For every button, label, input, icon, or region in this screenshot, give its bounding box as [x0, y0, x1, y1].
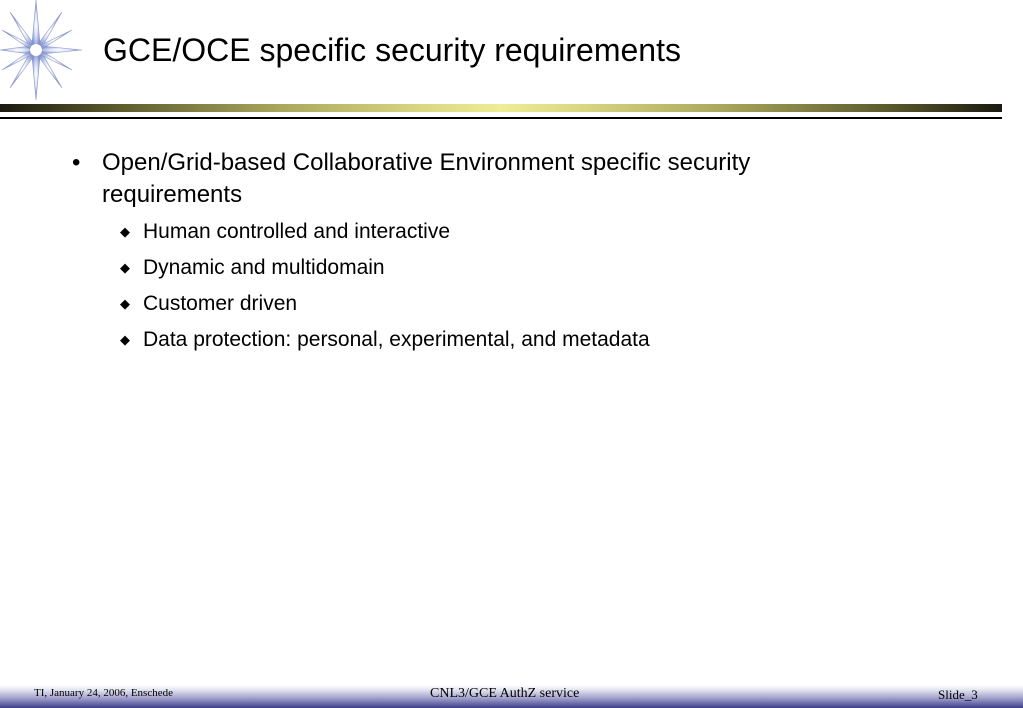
slide-title: GCE/OCE specific security requirements	[103, 32, 681, 68]
diamond-bullet-icon: ◆	[120, 296, 130, 311]
diamond-bullet-icon: ◆	[120, 224, 130, 239]
title-divider	[0, 117, 1002, 119]
diamond-bullet-icon: ◆	[120, 260, 130, 275]
bullet-text: Open/Grid-based Collaborative Environment specific security requirements	[102, 149, 751, 208]
footer-date-location: TI, January 24, 2006, Enschede	[34, 687, 173, 699]
sub-bullet-text: Human controlled and interactive	[143, 220, 451, 243]
footer-slide-number: Slide_3	[938, 687, 978, 702]
title-decorative-bar	[0, 104, 1002, 112]
starburst-logo-icon	[0, 0, 84, 100]
sub-bullet-text: Customer driven	[143, 292, 298, 315]
sub-bullet-text: Dynamic and multidomain	[143, 256, 385, 279]
sub-bullet-text: Data protection: personal, experimental, and metadata	[143, 328, 650, 351]
diamond-bullet-icon: ◆	[120, 332, 130, 347]
footer-presentation-title: CNL3/GCE AuthZ service	[430, 686, 580, 701]
bullet-marker: •	[72, 149, 81, 176]
